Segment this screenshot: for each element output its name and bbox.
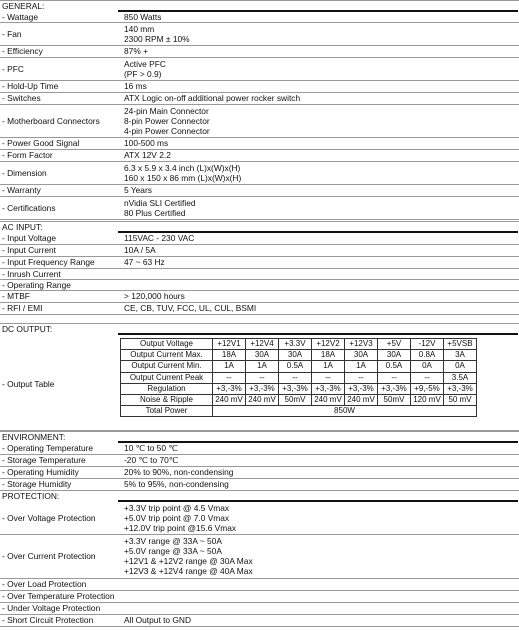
value-line: 20% to 90%, non-condensing [124,467,234,477]
column-header-cell: +5V [378,339,411,350]
row-value [124,615,191,625]
row-label: - Input Frequency Range [2,257,95,267]
table-cell: 30A [345,350,378,361]
row-value [124,536,253,576]
ac-input-title: AC INPUT: [2,222,43,232]
row-label: - Storage Humidity [2,479,72,489]
value-line: (PF > 0.9) [124,68,162,79]
row-value [124,93,300,103]
row-divider [0,290,519,291]
table-cell: 30A [378,350,411,361]
row-header-cell: Output Current Max. [121,350,213,361]
column-header-cell: -12V [411,339,444,350]
table-cell: -- [246,372,279,383]
row-label: - RFI / EMI [2,303,43,313]
row-divider [0,149,519,150]
row-value [124,59,166,79]
row-divider [0,22,519,23]
row-value [124,150,171,160]
value-line: 5 Years [124,185,152,195]
row-label: - Dimension [2,167,47,178]
row-value [124,12,161,22]
section-top-divider [0,323,519,324]
table-cell: +9,-5% [411,383,444,394]
row-divider [0,104,519,105]
row-value [124,138,168,148]
table-cell: -- [213,372,246,383]
row-divider [0,534,519,535]
row-label: - Hold-Up Time [2,81,59,91]
row-label: - Input Voltage [2,233,57,243]
column-header-cell: +5VSB [444,339,477,350]
value-line: 160 x 150 x 86 mm (L)x(W)x(H) [124,172,242,183]
row-header-cell: Total Power [121,406,213,417]
value-line: Active PFC [124,58,166,69]
table-cell: 0A [444,361,477,372]
value-line: 16 ms [124,81,147,91]
row-value [124,455,178,465]
table-cell: +3,-3% [312,383,345,394]
row-divider [0,478,519,479]
table-cell: -- [312,372,345,383]
column-header-cell: +12V4 [246,339,279,350]
section-rule [118,441,518,443]
dc-output-title: DC OUTPUT: [2,324,53,334]
row-value [124,245,156,255]
output-table-label: - Output Table [2,379,55,389]
table-row [121,406,477,417]
table-row [121,372,477,383]
table-cell: 3.5A [444,372,477,383]
value-line: nVidia SLI Certified [124,197,196,208]
table-cell: -- [279,372,312,383]
section-top-divider [0,221,519,222]
row-header-cell: Regulation [121,383,213,394]
table-cell: 240 mV [312,394,345,405]
row-label: - Input Current [2,245,56,255]
protection-title: PROTECTION: [2,491,60,501]
table-cell: +3,-3% [378,383,411,394]
row-label: - Over Load Protection [2,579,87,589]
table-cell: 1A [312,361,345,372]
table-cell: -- [345,372,378,383]
row-divider [0,57,519,58]
table-cell: 18A [312,350,345,361]
table-cell: 0.5A [279,361,312,372]
row-label: - Motherboard Connectors [2,115,100,126]
row-value [124,443,178,453]
value-line: ATX 12V 2.2 [124,150,171,160]
value-line: 10 ℃ to 50 ℃ [124,443,178,453]
table-cell: 1A [213,361,246,372]
table-cell: 50 mV [444,394,477,405]
column-header-cell: +12V2 [312,339,345,350]
table-row [121,383,477,394]
table-cell: 50mV [378,394,411,405]
row-value [124,479,229,489]
value-line: > 120,000 hours [124,291,185,301]
row-label: - Wattage [2,11,38,22]
total-power-cell: 850W [213,406,477,417]
value-line: 80 Plus Certified [124,207,186,218]
row-divider [0,314,519,315]
row-value [124,185,152,195]
row-value [124,163,241,183]
table-cell: 3A [444,350,477,361]
output-table [120,338,477,417]
value-line: ATX Logic on-off additional power rocker switch [124,93,301,103]
row-label: - Power Good Signal [2,138,80,148]
environment-title: ENVIRONMENT: [2,432,66,442]
row-divider [0,244,519,245]
table-row [121,394,477,405]
row-label: - PFC [2,63,24,74]
value-line: +12.0V trip point @15.6 Vmax [124,522,237,533]
row-value [124,198,196,218]
row-label: - Operating Humidity [2,467,79,477]
table-cell: 0A [411,361,444,372]
row-label: - Fan [2,28,22,39]
column-header-cell: +12V3 [345,339,378,350]
row-label: - Form Factor [2,150,53,160]
row-header-cell: Output Current Min. [121,361,213,372]
value-line: All Output to GND [124,615,192,625]
row-value [124,291,185,301]
row-value [124,233,194,243]
row-label: - Operating Range [2,279,71,290]
value-line: 140 mm [124,23,155,34]
table-cell: +3,-3% [246,383,279,394]
row-header-cell: Output Current Peak [121,372,213,383]
table-cell: 240 mV [345,394,378,405]
row-value [124,303,256,313]
table-cell: 0.5A [378,361,411,372]
row-divider [0,279,519,280]
section-rule [118,333,518,335]
section-top-divider [0,490,519,491]
row-value [124,106,210,136]
table-cell: 120 mV [411,394,444,405]
value-line: +12V3 & +12V4 range @ 40A Max [124,566,253,576]
row-label: - Warranty [2,185,41,195]
table-cell: 1A [246,361,279,372]
value-line: 2300 RPM ± 10% [124,33,190,44]
table-cell: +3,-3% [345,383,378,394]
section-rule [118,10,518,12]
row-divider [0,268,519,269]
table-row [121,339,477,350]
row-label: - Operating Temperature [2,443,94,453]
general-title: GENERAL: [2,1,45,11]
section-top-divider [0,431,519,432]
value-line: 850 Watts [124,11,162,22]
table-cell: 1A [345,361,378,372]
row-divider [0,302,519,303]
row-label: - Over Current Protection [2,551,96,561]
table-cell: -- [378,372,411,383]
value-line: -20 ℃ to 70℃ [124,455,179,465]
row-divider [0,196,519,197]
row-label: - Certifications [2,202,56,213]
row-divider [0,80,519,81]
table-cell: 18A [213,350,246,361]
row-label: - Inrush Current [2,268,61,279]
value-line: 100-500 ms [124,138,169,148]
row-divider [0,626,519,627]
row-value [124,46,148,56]
table-cell: 50mV [279,394,312,405]
row-label: - Efficiency [2,46,43,56]
row-label: - Storage Temperature [2,455,86,465]
value-line: 8-pin Power Connector [124,115,210,126]
table-row [121,361,477,372]
row-divider [0,45,519,46]
section-top-divider [0,0,519,1]
table-cell: 30A [279,350,312,361]
value-line: +3.3V trip point @ 4.5 Vmax [124,502,230,513]
row-header-cell: Output Voltage [121,339,213,350]
table-cell: +3,-3% [279,383,312,394]
table-cell: 30A [246,350,279,361]
table-cell: 240 mV [213,394,246,405]
table-row [121,350,477,361]
row-label: - Short Circuit Protection [2,615,94,625]
value-line: +5.0V range @ 33A ~ 50A [124,546,222,556]
value-line: 115VAC - 230 VAC [124,233,195,243]
column-header-cell: +12V1 [213,339,246,350]
table-cell: -- [411,372,444,383]
row-label: - Over Temperature Protection [2,591,115,601]
column-header-cell: +3.3V [279,339,312,350]
row-value [124,24,190,44]
value-line: 10A / 5A [124,245,156,255]
table-cell: 240 mV [246,394,279,405]
row-value [124,257,165,267]
value-line: +5.0V trip point @ 7.0 Vmax [124,512,230,523]
table-cell: +3,-3% [444,383,477,394]
row-value [124,503,236,533]
row-divider [0,184,519,185]
row-value [124,467,233,477]
value-line: 47 ~ 63 Hz [124,257,165,267]
value-line: 6.3 x 5.9 x 3.4 inch (L)x(W)x(H) [124,162,241,173]
value-line: +12V1 & +12V2 range @ 30A Max [124,556,253,566]
row-divider [0,161,519,162]
row-header-cell: Noise & Ripple [121,394,213,405]
row-label: - Switches [2,93,41,103]
value-line: 24-pin Main Connector [124,105,209,116]
value-line: CE, CB, TUV, FCC, UL, CUL, BSMI [124,303,257,313]
value-line: 87% + [124,46,148,56]
table-cell: +3,-3% [213,383,246,394]
table-cell: 0.8A [411,350,444,361]
value-line: 5% to 95%, non-condensing [124,479,229,489]
row-label: - MTBF [2,291,30,301]
row-value [124,81,147,91]
value-line: 4-pin Power Connector [124,125,210,136]
row-divider [0,219,519,220]
row-label: - Over Voltage Protection [2,512,96,523]
row-label: - Under Voltage Protection [2,603,101,613]
value-line: +3.3V range @ 33A ~ 50A [124,536,222,546]
